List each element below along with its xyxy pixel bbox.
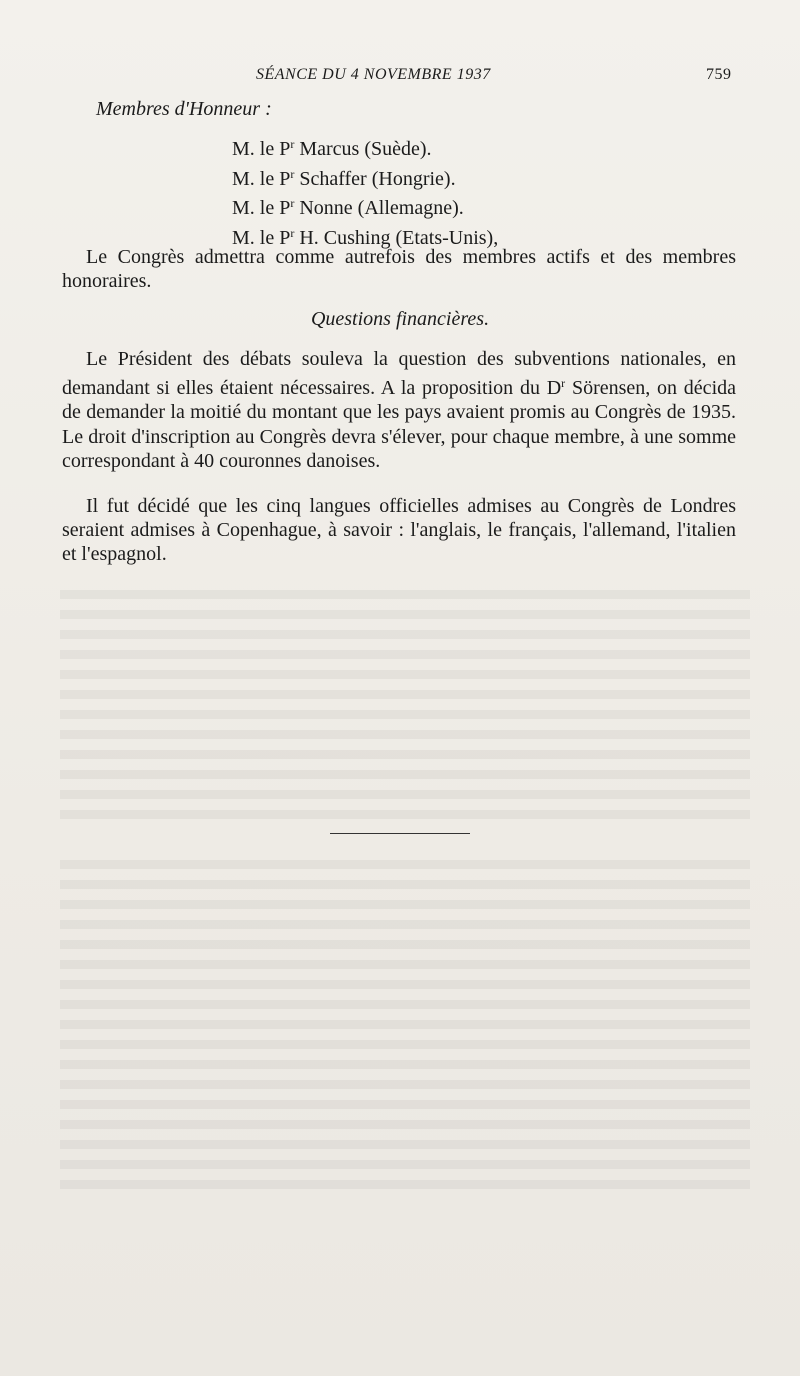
bleed-through-line — [60, 770, 750, 779]
bleed-through-line — [60, 1020, 750, 1029]
bleed-through-line — [60, 1080, 750, 1089]
paragraph-subventions: Le Président des débats souleva la question des subventions nationales, en demandant si elles étaient nécessaires. A la proposition du $D^r$ Sörensen, on décida de demander la moitié du montant que les pays avaient promis au Congrès de 1935. Le droit d'inscription au Congrès devra s'élever, pour chaque membre, à une somme correspondant à 40 couronnes danoises. — [62, 348, 736, 472]
bleed-through-line — [60, 980, 750, 989]
bleed-through-line — [60, 880, 750, 889]
bleed-through-line — [60, 860, 750, 869]
bleed-through-line — [60, 1100, 750, 1109]
paragraph-languages: Il fut décidé que les cinq langues officielles admises au Congrès de Londres seraient admises à Copenhague, à savoir : l'anglais, le français, l'allemand, l'italien et l'espagnol. — [62, 495, 736, 566]
bleed-through-line — [60, 1040, 750, 1049]
bleed-through-line — [60, 1000, 750, 1009]
honor-member: M. le $P^r$ H. Cushing (Etats-Unis), — [232, 225, 499, 249]
bleed-through-line — [60, 790, 750, 799]
paragraph-congress-members: Le Congrès admettra comme autrefois des membres actifs et des membres honoraires. — [62, 246, 736, 293]
page-header — [0, 64, 800, 88]
bleed-through-line — [60, 1160, 750, 1169]
bleed-through-line — [60, 710, 750, 719]
bleed-through-line — [60, 610, 750, 619]
bleed-through-line — [60, 650, 750, 659]
bleed-through-line — [60, 900, 750, 909]
honor-members-list — [232, 132, 498, 250]
bleed-through-texture — [60, 590, 750, 830]
bleed-through-line — [60, 1120, 750, 1129]
honor-member: M. le $P^r$ Nonne (Allemagne). — [232, 196, 464, 219]
bleed-through-texture — [60, 860, 750, 1190]
page-number: 759 — [706, 66, 732, 83]
bleed-through-line — [60, 670, 750, 679]
bleed-through-line — [60, 1140, 750, 1149]
bleed-through-line — [60, 920, 750, 929]
bleed-through-line — [60, 810, 750, 819]
bleed-through-line — [60, 750, 750, 759]
honor-member: M. le $P^r$ Marcus (Suède). — [232, 137, 432, 160]
bleed-through-line — [60, 1180, 750, 1189]
bleed-through-line — [60, 690, 750, 699]
running-title: SÉANCE DU 4 NOVEMBRE 1937 — [256, 66, 491, 83]
bleed-through-line — [60, 730, 750, 739]
bleed-through-line — [60, 630, 750, 639]
honor-members-heading: Membres d'Honneur : — [96, 98, 272, 120]
bleed-through-line — [60, 960, 750, 969]
section-title: Questions financières. — [310, 308, 490, 330]
bleed-through-line — [60, 1060, 750, 1069]
bleed-through-line — [60, 590, 750, 599]
separator-rule — [330, 833, 470, 834]
bleed-through-line — [60, 940, 750, 949]
honor-member: M. le $P^r$ Schaffer (Hongrie). — [232, 166, 456, 190]
